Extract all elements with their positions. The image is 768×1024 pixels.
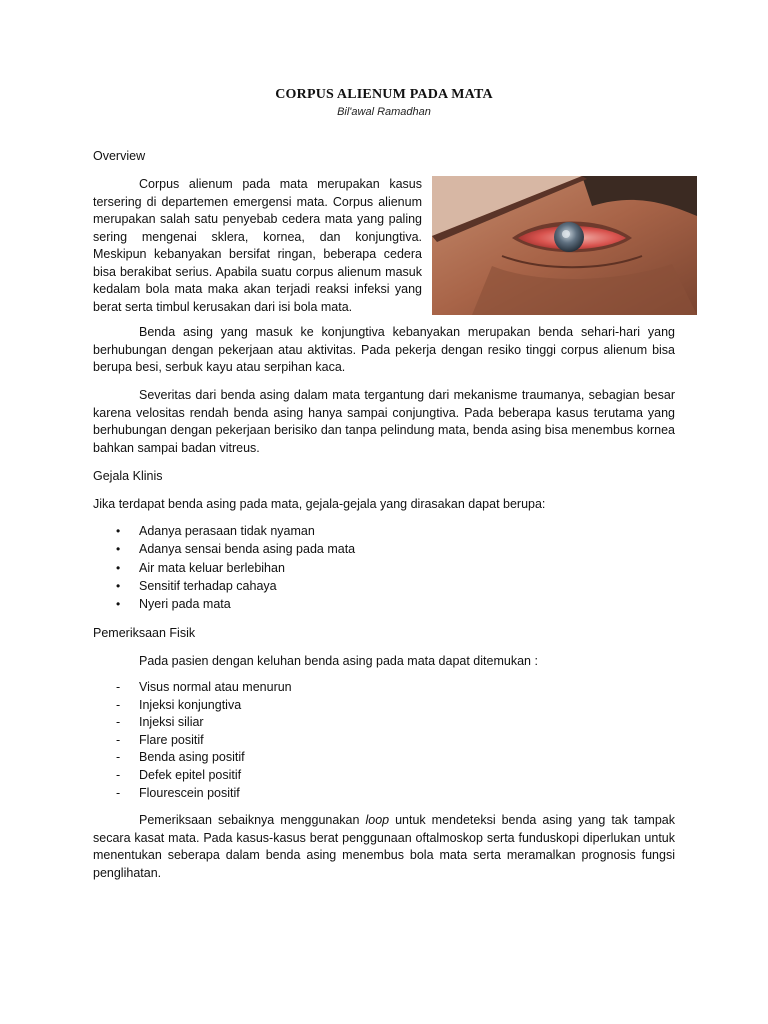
dash-marker: -	[116, 732, 121, 747]
list-item	[93, 522, 355, 540]
final-paragraph	[93, 812, 675, 882]
dash-marker: -	[116, 785, 121, 800]
list-item-text: Air mata keluar berlebihan	[139, 560, 285, 575]
list-item-text: Adanya perasaan tidak nyaman	[139, 524, 315, 538]
pemeriksaan-list	[93, 679, 292, 802]
list-item	[93, 540, 355, 558]
list-item-text: Nyeri pada mata	[139, 597, 231, 612]
list-item-text: Flare positif	[139, 732, 204, 747]
gejala-heading: Gejala Klinis	[93, 469, 163, 483]
final-paragraph-after: untuk mendeteksi benda asing yang tak tampak secara kasat mata. Pada kasus-kasus berat penggunaan oftalmoskop serta funduskopi diperlukan untuk menentukan seberapa dalam benda asing menembus bola mata serta meramalkan prognosis fungsi penglihatan.	[93, 813, 675, 880]
pemeriksaan-intro: Pada pasien dengan keluhan benda asing pada mata dapat ditemukan :	[139, 654, 538, 668]
dash-marker: -	[116, 697, 121, 712]
dash-marker: -	[116, 680, 121, 694]
list-item-text: Flourescein positif	[139, 785, 240, 800]
bullet-icon: •	[116, 524, 121, 538]
list-item	[93, 785, 292, 803]
list-item-text: Benda asing positif	[139, 750, 245, 765]
list-item-text: Adanya sensai benda asing pada mata	[139, 542, 356, 557]
final-paragraph-italic: loop	[365, 813, 390, 827]
list-item	[93, 679, 292, 697]
paragraph-3-text: Severitas dari benda asing dalam mata tergantung dari mekanisme traumanya, sebagian besar karena velositas rendah benda asing hanya sampai conjungtiva. Pada beberapa kasus terutama yang berhubungan dengan pekerjaan berisiko dan tanpa pelindung mata, benda asing bisa menembus kornea bahkan sampai badan vitreus.	[93, 388, 675, 455]
list-item	[93, 559, 355, 577]
bullet-icon: •	[116, 578, 121, 593]
overview-paragraph	[93, 176, 422, 316]
final-paragraph-before: Pemeriksaan sebaiknya menggunakan	[139, 813, 366, 827]
list-item	[93, 697, 292, 715]
list-item	[93, 714, 292, 732]
list-item	[93, 595, 355, 613]
list-item-text: Sensitif terhadap cahaya	[139, 578, 277, 593]
dash-marker: -	[116, 750, 121, 765]
gejala-intro: Jika terdapat benda asing pada mata, gejala-gejala yang dirasakan dapat berupa:	[93, 497, 546, 511]
list-item	[93, 749, 292, 767]
eye-photo-drawing	[432, 176, 697, 315]
pemeriksaan-heading: Pemeriksaan Fisik	[93, 626, 196, 640]
bullet-icon: •	[116, 542, 121, 557]
list-item-text: Injeksi konjungtiva	[139, 697, 242, 712]
paragraph-2	[93, 324, 675, 377]
overview-paragraph-text: Corpus alienum pada mata merupakan kasus tersering di departemen emergensi mata. Corpus alienum merupakan salah satu penyebab cedera mata yang paling sering mengenai sklera, kornea, dan konjungtiva. Meskipun kebanyakan bersifat ringan, beberapa cedera bisa berakibat serius. Apabila suatu corpus alienum masuk kedalam bola mata maka akan terjadi reaksi infeksi yang berat serta timbul kerusakan dari isi bola mata.	[93, 177, 422, 314]
document-author: Bil'awal Ramadhan	[337, 106, 431, 118]
list-item-text: Defek epitel positif	[139, 767, 242, 782]
overview-heading: Overview	[93, 149, 146, 163]
eye-photo	[432, 176, 697, 315]
list-item	[93, 577, 355, 595]
list-item-text: Injeksi siliar	[139, 715, 204, 730]
dash-marker: -	[116, 767, 121, 782]
paragraph-2-text: Benda asing yang masuk ke konjungtiva kebanyakan merupakan benda sehari-hari yang berhubungan dengan pekerjaan atau aktivitas. Pada pekerja dengan resiko tinggi corpus alienum bisa berupa besi, serbuk kayu atau serpihan kaca.	[93, 325, 675, 374]
document-title: CORPUS ALIENUM PADA MATA	[275, 87, 493, 102]
bullet-icon: •	[116, 597, 121, 612]
paragraph-3	[93, 387, 675, 457]
bullet-icon: •	[116, 560, 121, 575]
dash-marker: -	[116, 715, 121, 730]
list-item-text: Visus normal atau menurun	[139, 680, 292, 694]
list-item	[93, 732, 292, 750]
gejala-list	[93, 522, 355, 613]
list-item	[93, 767, 292, 785]
